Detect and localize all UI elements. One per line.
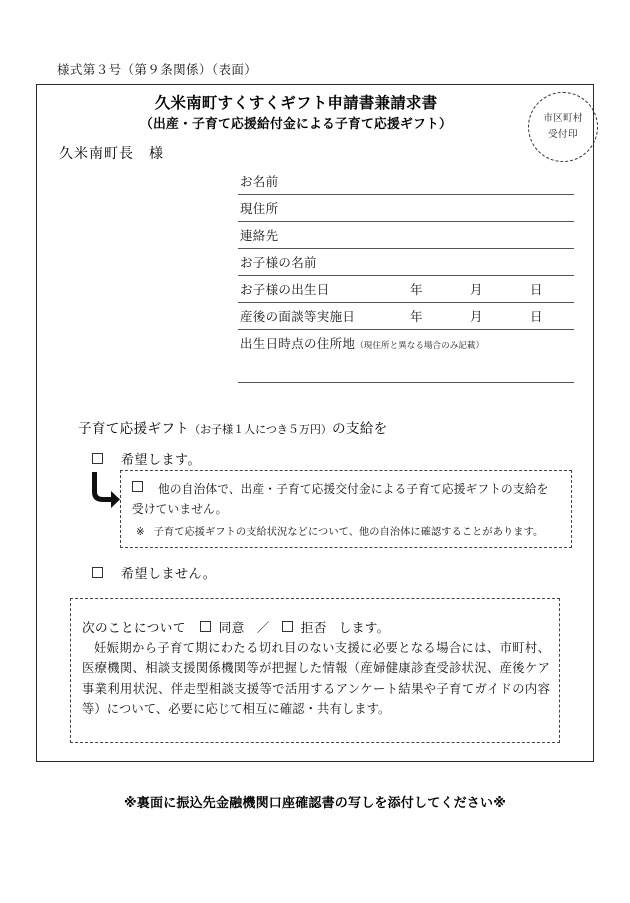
- option-request-yes[interactable]: [92, 449, 201, 468]
- option-request-no[interactable]: [92, 563, 216, 582]
- hook-arrow-icon: [92, 470, 122, 508]
- nested-declaration-row[interactable]: [132, 481, 548, 497]
- form-number-label: 様式第３号（第９条関係）（表面）: [57, 62, 258, 77]
- field-row[interactable]: [238, 303, 574, 330]
- field-row[interactable]: [238, 195, 574, 222]
- stamp-line-1: 市区町村: [543, 113, 583, 125]
- page-subtitle: （出産・子育て応援給付金による子育て応援ギフト）: [140, 117, 452, 132]
- footer-note: ※裏面に振込先金融機関口座確認書の写しを添付してください※: [123, 796, 507, 811]
- consent-heading: [82, 617, 390, 636]
- gift-heading-amount: （お子様１人につき５万円）: [189, 423, 332, 436]
- field-row[interactable]: [238, 356, 574, 383]
- year-unit: 年: [410, 282, 423, 297]
- stamp-line-2: 受付印: [548, 129, 578, 140]
- year-unit: 年: [410, 309, 423, 324]
- field-label: 連絡先: [240, 228, 279, 243]
- month-unit: 月: [470, 282, 483, 297]
- option-label: 希望しません。: [121, 567, 217, 582]
- field-row[interactable]: [238, 222, 574, 249]
- checkbox-icon[interactable]: [132, 481, 143, 492]
- consent-lead-text: 次のことについて: [82, 620, 186, 635]
- option-label: 希望します。: [121, 453, 201, 468]
- consent-refuse-label: 拒否: [300, 620, 327, 635]
- field-label: 現住所: [240, 201, 279, 216]
- page-title: 久米南町すくすくギフト申請書兼請求書: [154, 94, 438, 112]
- field-row[interactable]: [238, 249, 574, 276]
- receipt-stamp-circle: [528, 92, 598, 162]
- nested-declaration-note: [136, 523, 543, 538]
- checkbox-icon[interactable]: [92, 567, 103, 578]
- checkbox-icon[interactable]: [200, 621, 211, 632]
- consent-tail-text: します。: [338, 620, 390, 635]
- nested-declaration-text-line2: 受けていません。: [132, 502, 228, 516]
- gift-heading-pre: 子育て応援ギフト: [78, 421, 190, 437]
- consent-body-text: 妊娠期から子育て期にわたる切れ目のない支援に必要となる場合には、市町村、医療機関、相談支援関係機関等が把握した情報（産婦健康診査受診状況、産後ケア事業利用状況、伴走型相談支援等で活用するアンケート結果や子育てガイドの内容等）について、必要に応じて相互に確認・共有します。: [82, 641, 550, 717]
- field-label: 産後の面談等実施日: [240, 309, 356, 324]
- day-unit: 日: [530, 309, 543, 324]
- nested-declaration-text-line1: 他の自治体で、出産・子育て応援交付金による子育て応援ギフトの支給を: [158, 482, 549, 496]
- gift-heading-post: の支給を: [331, 421, 388, 437]
- checkbox-icon[interactable]: [282, 621, 293, 632]
- month-unit: 月: [470, 309, 483, 324]
- field-label: [240, 334, 484, 352]
- field-label-text: 出生日時点の住所地: [240, 336, 356, 351]
- field-label: お子様の出生日: [240, 282, 330, 297]
- note-text: 子育て応援ギフトの支給状況などについて、他の自治体に確認することがあります。: [153, 527, 544, 538]
- field-label: お名前: [240, 174, 279, 189]
- note-mark-icon: ※: [136, 527, 145, 538]
- field-row[interactable]: [238, 168, 574, 195]
- day-unit: 日: [530, 282, 543, 297]
- addressee-label: 久米南町長 様: [59, 146, 164, 162]
- field-row[interactable]: [238, 276, 574, 303]
- gift-section-heading: [78, 417, 388, 437]
- consent-separator: ／: [256, 620, 270, 635]
- field-row: [238, 330, 574, 356]
- consent-agree-label: 同意: [218, 620, 245, 635]
- applicant-fields: [238, 168, 574, 383]
- field-label-note: （現住所と異なる場合のみ記載）: [355, 341, 485, 351]
- field-label: お子様の名前: [240, 255, 317, 270]
- checkbox-icon[interactable]: [92, 453, 103, 464]
